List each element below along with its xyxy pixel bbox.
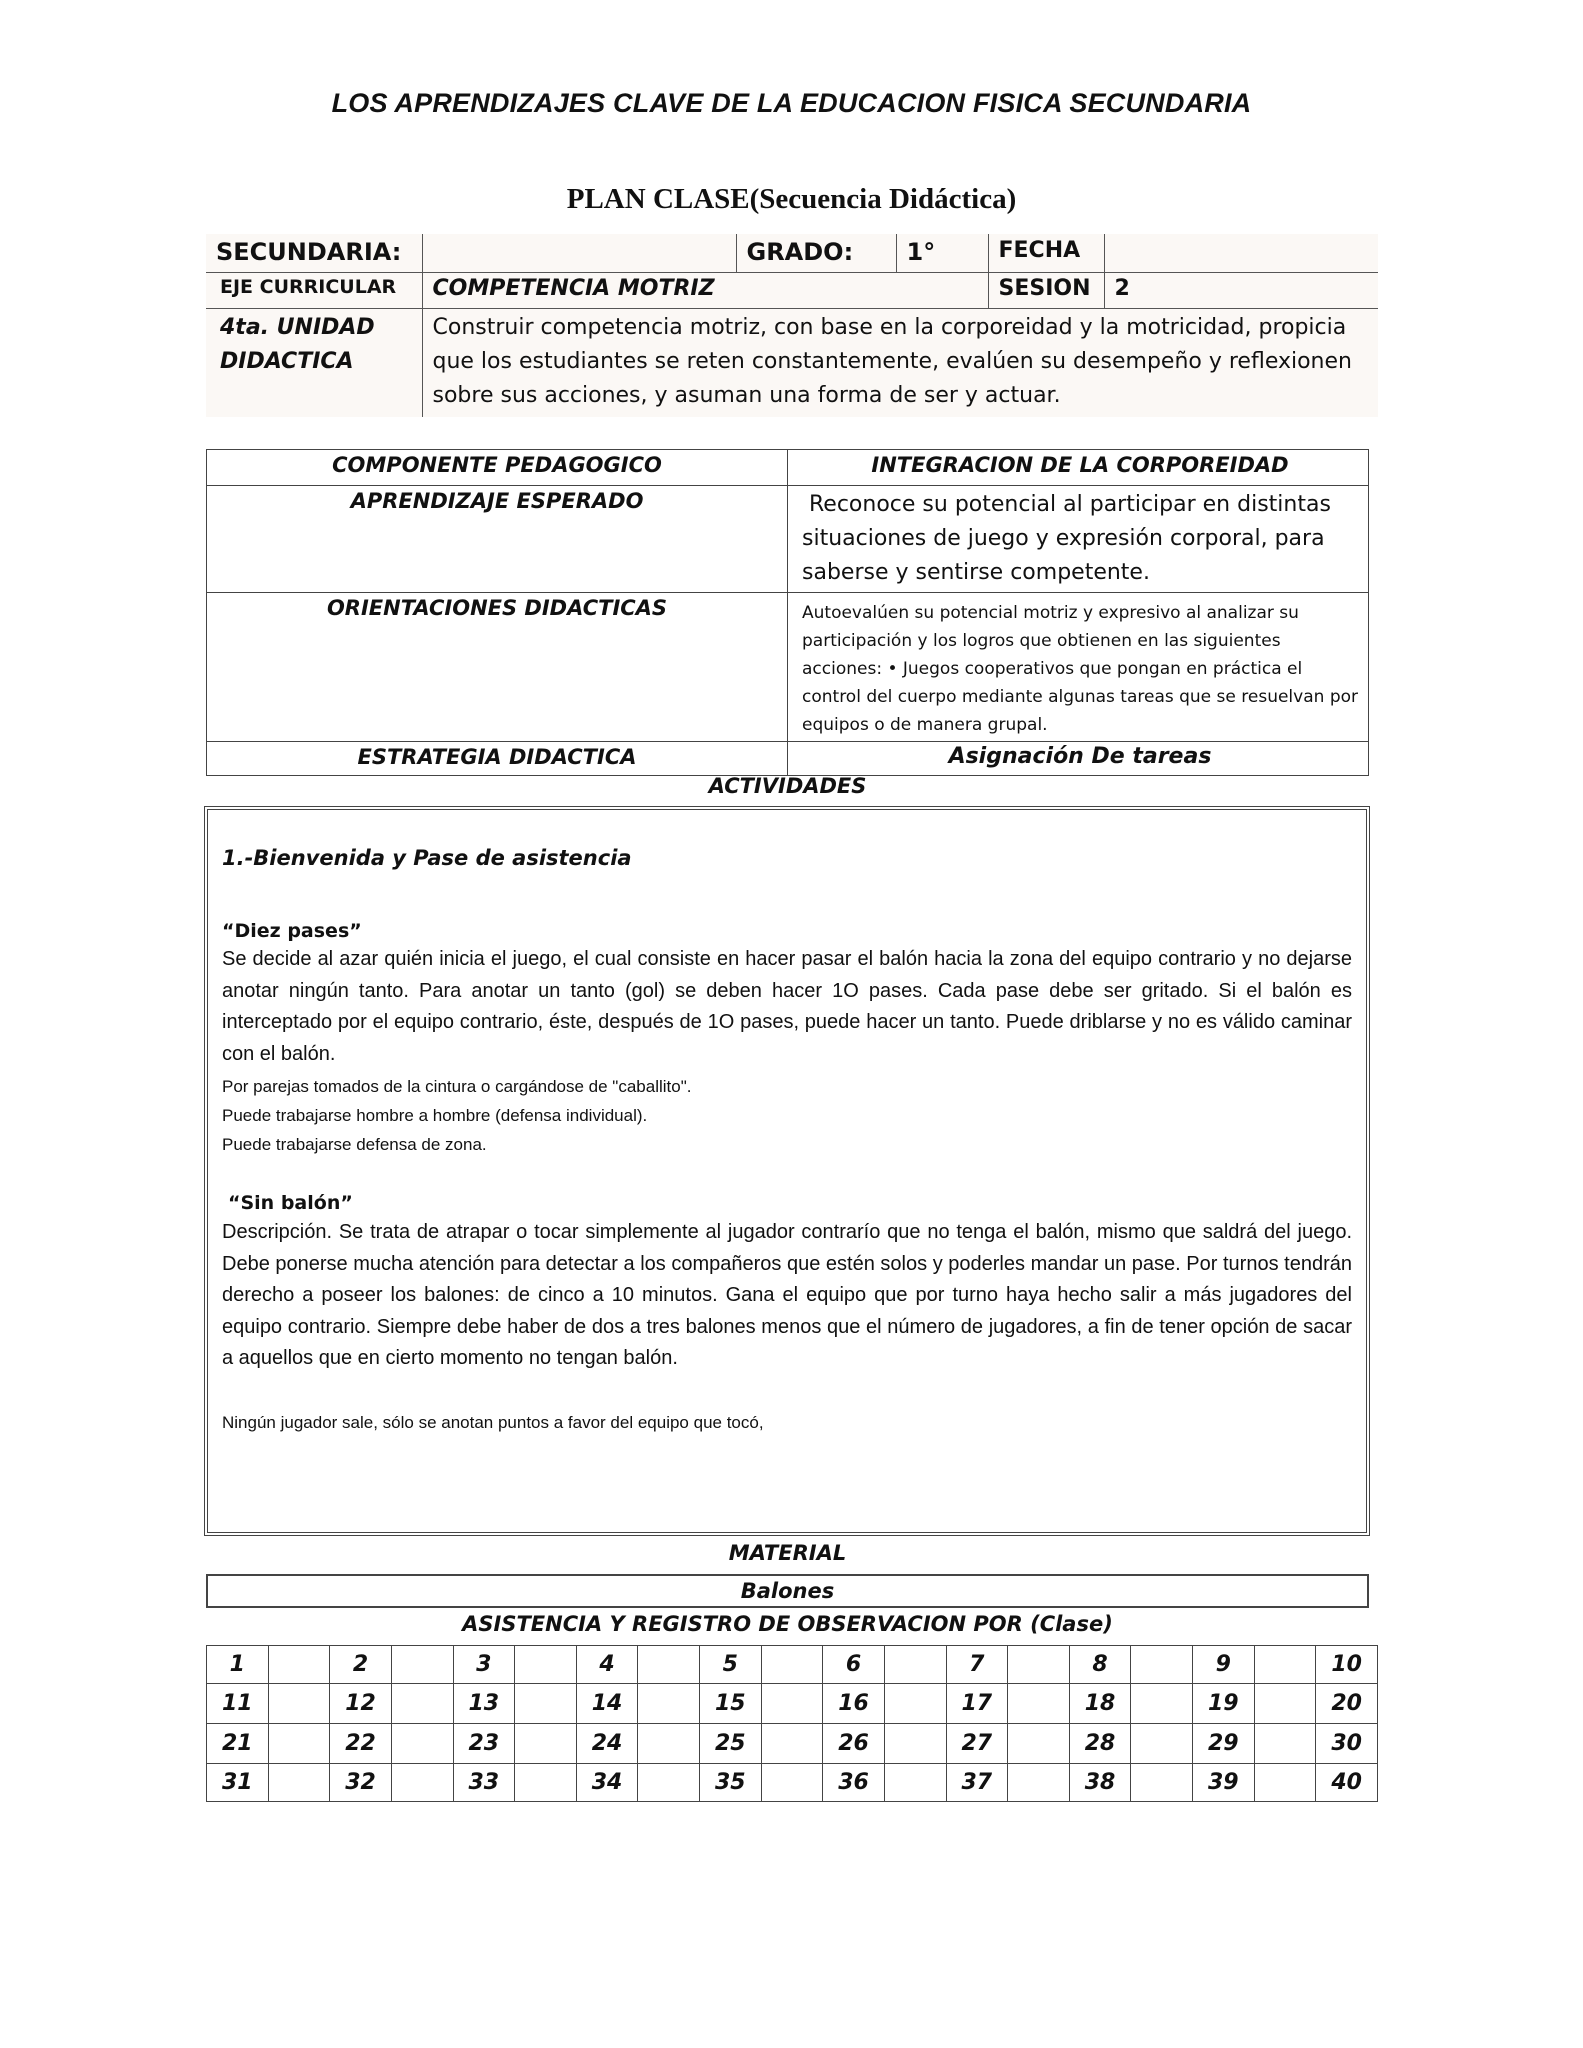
attendance-cell[interactable] bbox=[515, 1684, 577, 1724]
attendance-cell[interactable] bbox=[761, 1684, 823, 1724]
student-number: 1 bbox=[207, 1646, 269, 1684]
attendance-cell[interactable] bbox=[1008, 1764, 1070, 1802]
game-description-sin-balon: Descripción. Se trata de atrapar o tocar simplemente al jugador contrarío que no tenga el balón, mismo que saldrá del juego. Debe ponerse mucha atención para detectar a los compañeros que estén solos y poderles mandar un pase. Por turnos tendrán derecho a poseer los balones: de cinco a 10 minutos. Gana el equipo que por turno haya hecho salir a más jugadores del equipo contrario. Siempre debe haber de dos a tres balones menos que el número de jugadores, a fin de tener opción de sacar a aquellos que en cierto momento no tengan balón. bbox=[222, 1221, 1352, 1369]
student-number: 23 bbox=[453, 1724, 515, 1764]
attendance-cell[interactable] bbox=[515, 1646, 577, 1684]
student-number: 34 bbox=[576, 1764, 638, 1802]
student-number: 24 bbox=[576, 1724, 638, 1764]
unidad-label-line-1: 4ta. UNIDAD bbox=[220, 314, 375, 340]
attendance-cell[interactable] bbox=[1254, 1724, 1316, 1764]
game-description-diez-pases: Se decide al azar quién inicia el juego, el cual consiste en hacer pasar el balón hacia la zona del equipo contrario y no dejarse anotar ningún tanto. Para anotar un tanto (gol) se deben hacer 1O pases. Cada pase debe ser gritado. Si el balón es interceptado por el equipo contrario, éste, después de 1O pases, puede hacer un tanto. Puede driblarse y no es válido caminar con el balón. bbox=[222, 948, 1352, 1065]
student-number: 32 bbox=[330, 1764, 392, 1802]
material-label: MATERIAL bbox=[728, 1541, 847, 1565]
attendance-cell[interactable] bbox=[638, 1646, 700, 1684]
game-note: Por parejas tomados de la cintura o cargándose de "caballito". bbox=[222, 1077, 692, 1096]
attendance-row bbox=[207, 1724, 1378, 1764]
orientaciones-label: ORIENTACIONES DIDACTICAS bbox=[207, 593, 788, 742]
student-number: 4 bbox=[576, 1646, 638, 1684]
student-number: 36 bbox=[823, 1764, 885, 1802]
grado-field[interactable]: 1° bbox=[896, 234, 988, 272]
attendance-cell[interactable] bbox=[1254, 1764, 1316, 1802]
fecha-field[interactable] bbox=[1104, 234, 1378, 272]
student-number: 17 bbox=[946, 1684, 1008, 1724]
attendance-cell[interactable] bbox=[638, 1684, 700, 1724]
student-number: 20 bbox=[1316, 1684, 1378, 1724]
student-number: 27 bbox=[946, 1724, 1008, 1764]
header-table bbox=[206, 234, 1378, 417]
student-number: 14 bbox=[576, 1684, 638, 1724]
student-number: 21 bbox=[207, 1724, 269, 1764]
aprendizaje-label: APRENDIZAJE ESPERADO bbox=[207, 486, 788, 593]
student-number: 5 bbox=[700, 1646, 762, 1684]
attendance-cell[interactable] bbox=[1254, 1646, 1316, 1684]
student-number: 19 bbox=[1193, 1684, 1255, 1724]
game-title-sin-balon: “Sin balón” bbox=[228, 1192, 353, 1214]
student-number: 13 bbox=[453, 1684, 515, 1724]
attendance-row bbox=[207, 1646, 1378, 1684]
attendance-cell[interactable] bbox=[391, 1646, 453, 1684]
attendance-cell[interactable] bbox=[884, 1646, 946, 1684]
game-note: Ningún jugador sale, sólo se anotan puntos a favor del equipo que tocó, bbox=[222, 1413, 764, 1432]
unidad-didactica-value: Construir competencia motriz, con base en la corporeidad y la motricidad, propicia que los estudiantes se reten constantemente, evalúen su desempeño y reflexionen sobre sus acciones, y asuman una forma de ser y actuar. bbox=[422, 308, 1378, 417]
student-number: 15 bbox=[700, 1684, 762, 1724]
attendance-cell[interactable] bbox=[884, 1724, 946, 1764]
attendance-cell[interactable] bbox=[761, 1646, 823, 1684]
attendance-cell[interactable] bbox=[1131, 1764, 1193, 1802]
student-number: 26 bbox=[823, 1724, 885, 1764]
attendance-cell[interactable] bbox=[391, 1724, 453, 1764]
student-number: 18 bbox=[1069, 1684, 1131, 1724]
pedagogic-table bbox=[206, 449, 1369, 776]
attendance-cell[interactable] bbox=[391, 1684, 453, 1724]
student-number: 31 bbox=[207, 1764, 269, 1802]
student-number: 9 bbox=[1193, 1646, 1255, 1684]
game-title-diez-pases: “Diez pases” bbox=[222, 920, 362, 942]
student-number: 25 bbox=[700, 1724, 762, 1764]
student-number: 16 bbox=[823, 1684, 885, 1724]
estrategia-value: Asignación De tareas bbox=[788, 742, 1369, 776]
student-number: 29 bbox=[1193, 1724, 1255, 1764]
student-number: 40 bbox=[1316, 1764, 1378, 1802]
student-number: 35 bbox=[700, 1764, 762, 1802]
material-value: Balones bbox=[206, 1574, 1369, 1608]
componente-value: INTEGRACION DE LA CORPOREIDAD bbox=[788, 450, 1369, 486]
student-number: 6 bbox=[823, 1646, 885, 1684]
student-number: 30 bbox=[1316, 1724, 1378, 1764]
eje-curricular-label: EJE CURRICULAR bbox=[206, 272, 422, 308]
attendance-cell[interactable] bbox=[1254, 1684, 1316, 1724]
attendance-cell[interactable] bbox=[1008, 1684, 1070, 1724]
activities-box bbox=[204, 806, 1370, 1536]
game-note: Puede trabajarse hombre a hombre (defensa individual). bbox=[222, 1106, 648, 1125]
student-number: 10 bbox=[1316, 1646, 1378, 1684]
sesion-value: 2 bbox=[1104, 272, 1378, 308]
attendance-cell[interactable] bbox=[268, 1684, 330, 1724]
actividades-label: ACTIVIDADES bbox=[708, 774, 867, 798]
attendance-row bbox=[207, 1764, 1378, 1802]
estrategia-label: ESTRATEGIA DIDACTICA bbox=[207, 742, 788, 776]
attendance-cell[interactable] bbox=[638, 1764, 700, 1802]
student-number: 38 bbox=[1069, 1764, 1131, 1802]
attendance-label: ASISTENCIA Y REGISTRO DE OBSERVACION POR (Clase) bbox=[462, 1612, 1113, 1636]
eje-curricular-value: COMPETENCIA MOTRIZ bbox=[422, 272, 988, 308]
attendance-cell[interactable] bbox=[761, 1764, 823, 1802]
attendance-cell[interactable] bbox=[515, 1764, 577, 1802]
attendance-cell[interactable] bbox=[268, 1724, 330, 1764]
student-number: 2 bbox=[330, 1646, 392, 1684]
student-number: 7 bbox=[946, 1646, 1008, 1684]
activity-heading: 1.-Bienvenida y Pase de asistencia bbox=[222, 846, 632, 870]
attendance-cell[interactable] bbox=[268, 1764, 330, 1802]
unidad-label-line-2: DIDACTICA bbox=[220, 348, 354, 374]
student-number: 11 bbox=[207, 1684, 269, 1724]
plan-title: PLAN CLASE(Secuencia Didáctica) bbox=[566, 183, 1017, 215]
secundaria-field[interactable] bbox=[422, 234, 736, 272]
attendance-cell[interactable] bbox=[1131, 1724, 1193, 1764]
fecha-label: FECHA bbox=[988, 234, 1104, 272]
attendance-cell[interactable] bbox=[1131, 1684, 1193, 1724]
attendance-cell[interactable] bbox=[761, 1724, 823, 1764]
student-number: 33 bbox=[453, 1764, 515, 1802]
student-number: 22 bbox=[330, 1724, 392, 1764]
student-number: 3 bbox=[453, 1646, 515, 1684]
attendance-cell[interactable] bbox=[1008, 1646, 1070, 1684]
sesion-label: SESION bbox=[988, 272, 1104, 308]
attendance-cell[interactable] bbox=[1008, 1724, 1070, 1764]
attendance-cell[interactable] bbox=[268, 1646, 330, 1684]
grado-label: GRADO: bbox=[736, 234, 896, 272]
attendance-cell[interactable] bbox=[515, 1724, 577, 1764]
document-title: LOS APRENDIZAJES CLAVE DE LA EDUCACION FISICA SECUNDARIA bbox=[331, 88, 1252, 118]
orientaciones-value: Autoevalúen su potencial motriz y expresivo al analizar su participación y los logros que obtienen en las siguientes acciones: • Juegos cooperativos que pongan en práctica el control del cuerpo mediante algunas tareas que se resuelvan por equipos o de manera grupal. bbox=[788, 593, 1369, 742]
unidad-didactica-label bbox=[206, 308, 422, 417]
student-number: 12 bbox=[330, 1684, 392, 1724]
aprendizaje-value: Reconoce su potencial al participar en distintas situaciones de juego y expresión corporal, para saberse y sentirse competente. bbox=[788, 486, 1369, 593]
attendance-grid bbox=[206, 1645, 1378, 1802]
student-number: 39 bbox=[1193, 1764, 1255, 1802]
student-number: 28 bbox=[1069, 1724, 1131, 1764]
attendance-cell[interactable] bbox=[391, 1764, 453, 1802]
game-note: Puede trabajarse defensa de zona. bbox=[222, 1135, 487, 1154]
student-number: 8 bbox=[1069, 1646, 1131, 1684]
componente-label: COMPONENTE PEDAGOGICO bbox=[207, 450, 788, 486]
attendance-cell[interactable] bbox=[884, 1764, 946, 1802]
attendance-cell[interactable] bbox=[1131, 1646, 1193, 1684]
attendance-cell[interactable] bbox=[638, 1724, 700, 1764]
secundaria-label: SECUNDARIA: bbox=[206, 234, 422, 272]
attendance-cell[interactable] bbox=[884, 1684, 946, 1724]
attendance-row bbox=[207, 1684, 1378, 1724]
student-number: 37 bbox=[946, 1764, 1008, 1802]
